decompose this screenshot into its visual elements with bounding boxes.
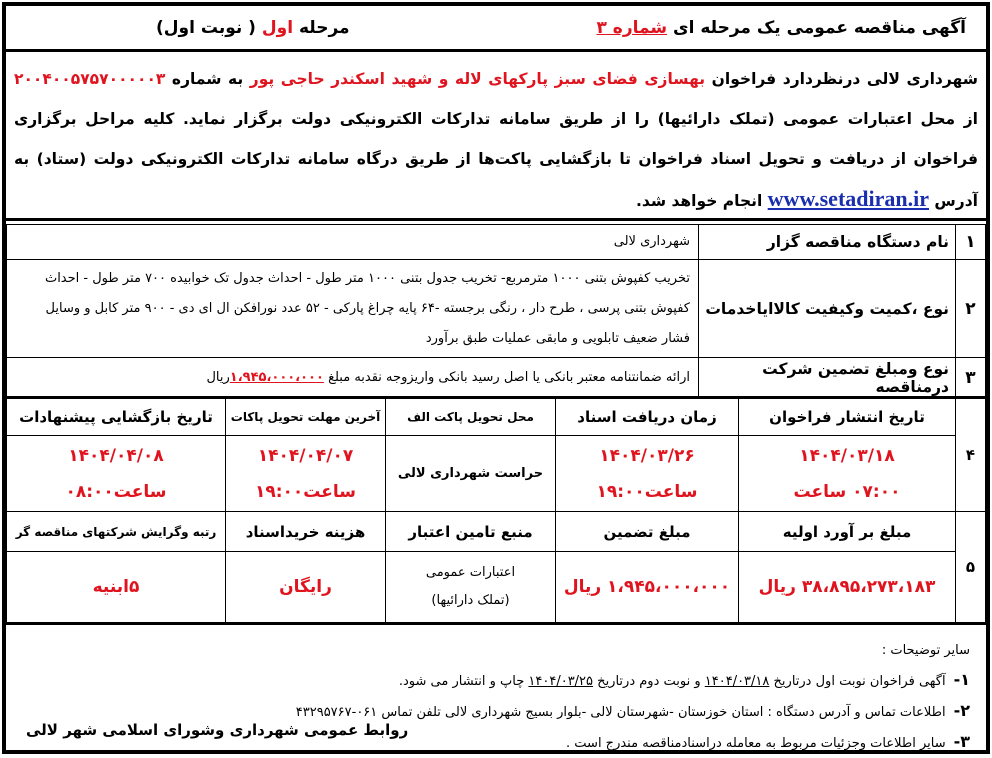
footer-notes: سایر توضیحات : ۱-آگهی فراخوان نوبت اول درتاریخ ۱۴۰۴/۰۳/۱۸ و نوبت دوم درتاریخ ۱۴۰۴/۰۳/۲۵ چاپ و انتشار می شود. ۲-اطلاعات تماس و آدرس دستگاه : استان خوزستان -شهرستان لالی -بلوار بسیج شهرداری لالی تلفن تماس ۰۶۱-۴۳۲۹۵۷۶۷ ۳-سایر اطلاعات وجزئیات مربوط به معامله دراسنادمناقصه مندرج است . روابط عمومی شهرداری وشورای اسلامی شهر لالی [6,628,986,754]
table-row: ۲ نوع ،کمیت وکیفیت کالاایاخدمات تخریب کفپوش بتنی ۱۰۰۰ مترمربع- تخریب جدول بتنی ۱۰۰۰ متر طول - احداث جدول تک خوابیده ۷۰۰ متر طول - احداث کفپوش بتنی پرسی ، طرح دار ، رنگی برجسته -۶۴ پایه چراغ پارکی - ۵۲ عدد نورافکن ال ای دی - ۹۰۰ متر کابل و وسایل فشار ضعیف تابلویی و مابقی عملیات طبق برآورد [7,260,986,358]
guarantee-amount: ۱،۹۴۵،۰۰۰،۰۰۰ [229,369,324,385]
stage-label: مرحله اول ( نوبت اول) [156,18,350,38]
notice-number: شماره ۳ [596,18,668,38]
notice-frame [2,2,990,754]
note-item: ۳-سایر اطلاعات وجزئیات مربوط به معامله دراسنادمناقصه مندرج است . [566,732,970,751]
schedule-table [6,396,986,625]
table-row: ۱ نام دستگاه مناقصه گزار شهرداری لالی [7,225,986,260]
setad-link[interactable]: www.setadiran.ir [767,186,929,211]
intro-paragraph: شهرداری لالی درنظردارد فراخوان بهسازی فضای سبز پارکهای لاله و شهید اسکندر حاجی پور به شماره ۲۰۰۴۰۰۵۷۵۷۰۰۰۰۰۳ از محل اعتبارات عمومی (تملک دارائیها) را از طریق سامانه تدارکات الکترونیکی دولت برگزار نماید. کلیه مراحل برگزاری فراخوان از دریافت و تحویل اسناد فراخوان تا بازگشایی پاکت‌ها از طریق درگاه سامانه تدارکات الکترونیکی دولت (ستاد) به آدرس www.setadiran.ir انجام خواهد شد. [6,55,986,221]
project-name: بهسازی فضای سبز پارکهای لاله و شهید اسکندر حاجی پور [249,70,706,88]
table-row: ۵ مبلغ بر آورد اولیه مبلغ تضمین منبع تامین اعتبار هزینه خریداسناد رتبه وگرایش شرکتهای مناقصه گر [7,512,986,552]
notice-header [6,6,986,52]
table-row: ۱۴۰۴/۰۳/۱۸ ۰۷:۰۰ ساعت ۱۴۰۴/۰۳/۲۶ ساعت۱۹:۰۰ حراست شهرداری لالی ۱۴۰۴/۰۴/۰۷ ساعت۱۹:۰۰ ۱۴۰۴/۰۴/۰۸ ساعت۰۸:۰۰ [7,436,986,512]
table-row: ۳ نوع ومبلغ تضمین شرکت درمناقصه ارائه ضمانتنامه معتبر بانکی یا اصل رسید بانکی واریزوجه نقدبه مبلغ ۱،۹۴۵،۰۰۰،۰۰۰ریال [7,358,986,398]
table-row: ۴ تاریخ انتشار فراخوان زمان دریافت اسناد محل تحویل پاکت الف آخرین مهلت تحویل پاکات تاریخ بازگشایی پیشنهادات [7,398,986,436]
info-table [6,224,986,398]
note-item: ۲-اطلاعات تماس و آدرس دستگاه : استان خوزستان -شهرستان لالی -بلوار بسیج شهرداری لالی تلفن تماس ۰۶۱-۴۳۲۹۵۷۶۷ [295,701,970,720]
notice-title: آگهی مناقصه عمومی یک مرحله ای شماره ۳ [596,18,966,38]
table-row: ۳۸،۸۹۵،۲۷۳،۱۸۳ ریال ۱،۹۴۵،۰۰۰،۰۰۰ ریال اعتبارات عمومی (تملک دارائیها) رایگان ۵ابنیه [7,552,986,624]
signature: روابط عمومی شهرداری وشورای اسلامی شهر لالی [26,721,409,739]
note-item: ۱-آگهی فراخوان نوبت اول درتاریخ ۱۴۰۴/۰۳/۱۸ و نوبت دوم درتاریخ ۱۴۰۴/۰۳/۲۵ چاپ و انتشار می شود. [398,670,970,689]
tender-number: ۲۰۰۴۰۰۵۷۵۷۰۰۰۰۰۳ [14,70,166,88]
